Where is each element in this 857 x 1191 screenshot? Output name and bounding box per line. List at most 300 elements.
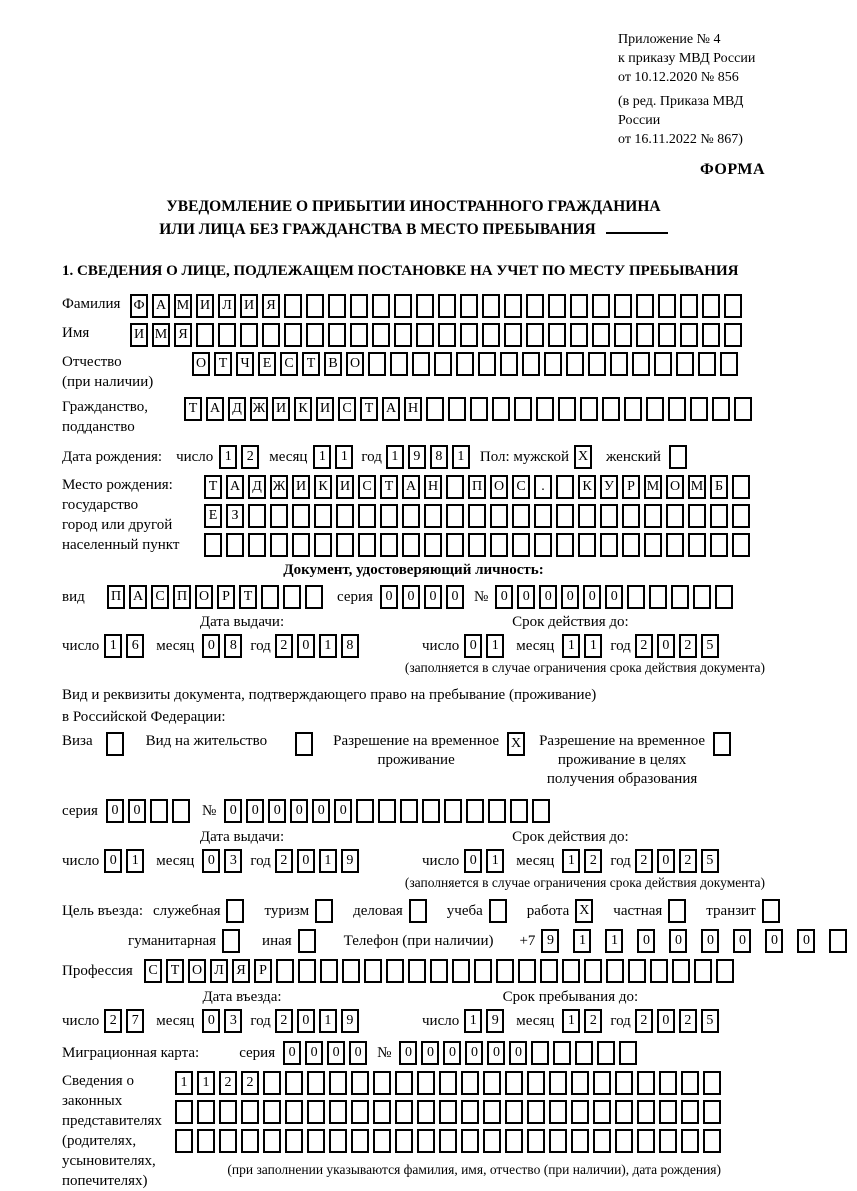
char-box[interactable]: П bbox=[173, 585, 191, 609]
char-box[interactable]: 0 bbox=[421, 1041, 439, 1065]
char-box[interactable]: 5 bbox=[701, 849, 719, 873]
char-box[interactable] bbox=[390, 352, 408, 376]
char-box[interactable] bbox=[615, 1100, 633, 1124]
char-box[interactable] bbox=[504, 294, 522, 318]
char-box[interactable]: П bbox=[107, 585, 125, 609]
char-box[interactable] bbox=[668, 899, 686, 923]
char-box[interactable] bbox=[172, 799, 190, 823]
char-box[interactable] bbox=[512, 533, 530, 557]
char-box[interactable]: 0 bbox=[224, 799, 242, 823]
char-box[interactable]: 0 bbox=[399, 1041, 417, 1065]
char-box[interactable] bbox=[702, 323, 720, 347]
char-box[interactable]: 0 bbox=[297, 1009, 315, 1033]
char-box[interactable] bbox=[240, 323, 258, 347]
char-box[interactable]: 1 bbox=[197, 1071, 215, 1095]
char-box[interactable]: 0 bbox=[128, 799, 146, 823]
char-box[interactable]: И bbox=[130, 323, 148, 347]
char-box[interactable] bbox=[536, 397, 554, 421]
char-box[interactable]: 0 bbox=[539, 585, 557, 609]
char-box[interactable] bbox=[248, 504, 266, 528]
char-box[interactable] bbox=[380, 504, 398, 528]
char-box[interactable] bbox=[615, 1129, 633, 1153]
char-box[interactable] bbox=[466, 799, 484, 823]
char-box[interactable]: 2 bbox=[584, 1009, 602, 1033]
char-box[interactable] bbox=[602, 397, 620, 421]
char-box[interactable]: 2 bbox=[584, 849, 602, 873]
char-box[interactable] bbox=[712, 397, 730, 421]
char-box[interactable]: 0 bbox=[797, 929, 815, 953]
char-box[interactable]: 0 bbox=[765, 929, 783, 953]
char-box[interactable] bbox=[402, 533, 420, 557]
char-box[interactable]: Т bbox=[166, 959, 184, 983]
char-box[interactable]: 0 bbox=[380, 585, 398, 609]
char-box[interactable]: О bbox=[666, 475, 684, 499]
char-box[interactable]: 0 bbox=[106, 799, 124, 823]
char-box[interactable] bbox=[412, 352, 430, 376]
char-box[interactable] bbox=[490, 533, 508, 557]
char-box[interactable] bbox=[600, 533, 618, 557]
char-box[interactable]: 0 bbox=[202, 1009, 220, 1033]
char-box[interactable]: 0 bbox=[464, 634, 482, 658]
char-box[interactable]: П bbox=[468, 475, 486, 499]
char-box[interactable] bbox=[284, 323, 302, 347]
char-box[interactable] bbox=[610, 352, 628, 376]
char-box[interactable]: 0 bbox=[583, 585, 601, 609]
char-box[interactable]: 3 bbox=[224, 849, 242, 873]
char-box[interactable] bbox=[571, 1071, 589, 1095]
char-box[interactable] bbox=[650, 959, 668, 983]
char-box[interactable]: 1 bbox=[319, 1009, 337, 1033]
char-box[interactable] bbox=[681, 1071, 699, 1095]
char-box[interactable] bbox=[378, 799, 396, 823]
char-box[interactable]: 9 bbox=[341, 1009, 359, 1033]
char-box[interactable]: М bbox=[174, 294, 192, 318]
char-box[interactable] bbox=[461, 1100, 479, 1124]
char-box[interactable]: 1 bbox=[486, 634, 504, 658]
char-box[interactable] bbox=[614, 323, 632, 347]
char-box[interactable] bbox=[690, 397, 708, 421]
char-box[interactable] bbox=[688, 504, 706, 528]
char-box[interactable]: 1 bbox=[219, 445, 237, 469]
char-box[interactable] bbox=[724, 323, 742, 347]
char-box[interactable]: 0 bbox=[465, 1041, 483, 1065]
char-box[interactable] bbox=[693, 585, 711, 609]
char-box[interactable] bbox=[372, 323, 390, 347]
char-box[interactable]: 0 bbox=[312, 799, 330, 823]
char-box[interactable] bbox=[263, 1129, 281, 1153]
char-box[interactable] bbox=[556, 475, 574, 499]
char-box[interactable] bbox=[448, 397, 466, 421]
char-box[interactable]: 0 bbox=[464, 849, 482, 873]
char-box[interactable]: 0 bbox=[297, 849, 315, 873]
char-box[interactable] bbox=[444, 799, 462, 823]
char-box[interactable] bbox=[372, 294, 390, 318]
char-box[interactable]: 0 bbox=[334, 799, 352, 823]
char-box[interactable] bbox=[430, 959, 448, 983]
char-box[interactable]: И bbox=[196, 294, 214, 318]
char-box[interactable]: 8 bbox=[341, 634, 359, 658]
char-box[interactable] bbox=[713, 732, 731, 756]
char-box[interactable]: 8 bbox=[224, 634, 242, 658]
char-box[interactable]: А bbox=[206, 397, 224, 421]
char-box[interactable]: О bbox=[490, 475, 508, 499]
char-box[interactable] bbox=[422, 799, 440, 823]
char-box[interactable] bbox=[703, 1071, 721, 1095]
char-box[interactable] bbox=[659, 1100, 677, 1124]
char-box[interactable] bbox=[305, 585, 323, 609]
char-box[interactable] bbox=[373, 1071, 391, 1095]
char-box[interactable]: 0 bbox=[509, 1041, 527, 1065]
char-box[interactable] bbox=[627, 585, 645, 609]
char-box[interactable]: И bbox=[240, 294, 258, 318]
char-box[interactable] bbox=[588, 352, 606, 376]
char-box[interactable]: 0 bbox=[443, 1041, 461, 1065]
char-box[interactable] bbox=[622, 504, 640, 528]
char-box[interactable]: Е bbox=[204, 504, 222, 528]
char-box[interactable] bbox=[402, 504, 420, 528]
char-box[interactable] bbox=[592, 323, 610, 347]
char-box[interactable] bbox=[218, 323, 236, 347]
char-box[interactable]: Т bbox=[302, 352, 320, 376]
char-box[interactable]: 0 bbox=[446, 585, 464, 609]
char-box[interactable] bbox=[482, 294, 500, 318]
char-box[interactable]: 0 bbox=[657, 634, 675, 658]
char-box[interactable]: 2 bbox=[635, 634, 653, 658]
char-box[interactable] bbox=[710, 533, 728, 557]
char-box[interactable]: 2 bbox=[104, 1009, 122, 1033]
char-box[interactable] bbox=[680, 294, 698, 318]
char-box[interactable] bbox=[532, 799, 550, 823]
char-box[interactable] bbox=[549, 1071, 567, 1095]
char-box[interactable] bbox=[483, 1129, 501, 1153]
char-box[interactable] bbox=[500, 352, 518, 376]
char-box[interactable]: 3 bbox=[224, 1009, 242, 1033]
char-box[interactable]: 1 bbox=[605, 929, 623, 953]
char-box[interactable] bbox=[720, 352, 738, 376]
char-box[interactable] bbox=[512, 504, 530, 528]
char-box[interactable]: 0 bbox=[297, 634, 315, 658]
char-box[interactable] bbox=[526, 323, 544, 347]
char-box[interactable]: 2 bbox=[679, 849, 697, 873]
char-box[interactable]: С bbox=[151, 585, 169, 609]
char-box[interactable] bbox=[219, 1100, 237, 1124]
char-box[interactable] bbox=[380, 533, 398, 557]
char-box[interactable]: 0 bbox=[202, 634, 220, 658]
char-box[interactable]: 0 bbox=[424, 585, 442, 609]
char-box[interactable] bbox=[646, 397, 664, 421]
char-box[interactable] bbox=[549, 1129, 567, 1153]
char-box[interactable] bbox=[356, 799, 374, 823]
char-box[interactable] bbox=[716, 959, 734, 983]
char-box[interactable] bbox=[364, 959, 382, 983]
char-box[interactable] bbox=[417, 1071, 435, 1095]
char-box[interactable]: Д bbox=[248, 475, 266, 499]
char-box[interactable]: X bbox=[574, 445, 592, 469]
char-box[interactable] bbox=[197, 1129, 215, 1153]
char-box[interactable] bbox=[637, 1100, 655, 1124]
char-box[interactable] bbox=[386, 959, 404, 983]
char-box[interactable]: 1 bbox=[386, 445, 404, 469]
char-box[interactable] bbox=[671, 585, 689, 609]
char-box[interactable] bbox=[351, 1100, 369, 1124]
char-box[interactable]: 9 bbox=[341, 849, 359, 873]
char-box[interactable]: К bbox=[294, 397, 312, 421]
char-box[interactable] bbox=[527, 1071, 545, 1095]
char-box[interactable] bbox=[659, 1129, 677, 1153]
char-box[interactable] bbox=[702, 294, 720, 318]
char-box[interactable]: Р bbox=[217, 585, 235, 609]
char-box[interactable] bbox=[732, 475, 750, 499]
char-box[interactable]: С bbox=[512, 475, 530, 499]
char-box[interactable] bbox=[680, 323, 698, 347]
char-box[interactable]: М bbox=[152, 323, 170, 347]
char-box[interactable] bbox=[732, 504, 750, 528]
char-box[interactable]: 1 bbox=[319, 849, 337, 873]
char-box[interactable] bbox=[584, 959, 602, 983]
char-box[interactable]: 2 bbox=[241, 445, 259, 469]
char-box[interactable] bbox=[580, 397, 598, 421]
char-box[interactable] bbox=[150, 799, 168, 823]
char-box[interactable] bbox=[597, 1041, 615, 1065]
char-box[interactable] bbox=[518, 959, 536, 983]
char-box[interactable] bbox=[426, 397, 444, 421]
char-box[interactable]: Я bbox=[262, 294, 280, 318]
char-box[interactable]: 0 bbox=[517, 585, 535, 609]
char-box[interactable] bbox=[556, 504, 574, 528]
char-box[interactable] bbox=[175, 1129, 193, 1153]
char-box[interactable] bbox=[263, 1100, 281, 1124]
char-box[interactable] bbox=[307, 1100, 325, 1124]
char-box[interactable] bbox=[395, 1100, 413, 1124]
char-box[interactable] bbox=[571, 1100, 589, 1124]
char-box[interactable]: И bbox=[272, 397, 290, 421]
char-box[interactable]: Ф bbox=[130, 294, 148, 318]
char-box[interactable]: В bbox=[324, 352, 342, 376]
char-box[interactable] bbox=[659, 1071, 677, 1095]
char-box[interactable] bbox=[368, 352, 386, 376]
char-box[interactable] bbox=[606, 959, 624, 983]
char-box[interactable] bbox=[526, 294, 544, 318]
char-box[interactable] bbox=[358, 533, 376, 557]
char-box[interactable]: М bbox=[644, 475, 662, 499]
char-box[interactable] bbox=[342, 959, 360, 983]
char-box[interactable] bbox=[636, 323, 654, 347]
char-box[interactable] bbox=[395, 1071, 413, 1095]
char-box[interactable]: 2 bbox=[679, 634, 697, 658]
char-box[interactable] bbox=[698, 352, 716, 376]
char-box[interactable] bbox=[409, 899, 427, 923]
char-box[interactable] bbox=[829, 929, 847, 953]
char-box[interactable] bbox=[400, 799, 418, 823]
char-box[interactable] bbox=[593, 1129, 611, 1153]
char-box[interactable] bbox=[446, 504, 464, 528]
char-box[interactable]: 0 bbox=[349, 1041, 367, 1065]
char-box[interactable]: 2 bbox=[241, 1071, 259, 1095]
char-box[interactable] bbox=[336, 504, 354, 528]
char-box[interactable] bbox=[307, 1071, 325, 1095]
char-box[interactable]: Б bbox=[710, 475, 728, 499]
char-box[interactable] bbox=[452, 959, 470, 983]
char-box[interactable]: 0 bbox=[327, 1041, 345, 1065]
char-box[interactable]: 1 bbox=[562, 849, 580, 873]
char-box[interactable] bbox=[196, 323, 214, 347]
char-box[interactable] bbox=[438, 323, 456, 347]
char-box[interactable]: 5 bbox=[701, 1009, 719, 1033]
char-box[interactable]: 0 bbox=[605, 585, 623, 609]
char-box[interactable] bbox=[553, 1041, 571, 1065]
char-box[interactable] bbox=[314, 504, 332, 528]
char-box[interactable] bbox=[482, 323, 500, 347]
char-box[interactable] bbox=[710, 504, 728, 528]
char-box[interactable]: 0 bbox=[283, 1041, 301, 1065]
char-box[interactable] bbox=[681, 1129, 699, 1153]
char-box[interactable] bbox=[285, 1071, 303, 1095]
char-box[interactable]: И bbox=[336, 475, 354, 499]
char-box[interactable] bbox=[417, 1100, 435, 1124]
char-box[interactable]: 2 bbox=[275, 849, 293, 873]
char-box[interactable] bbox=[351, 1071, 369, 1095]
char-box[interactable] bbox=[416, 294, 434, 318]
char-box[interactable] bbox=[703, 1129, 721, 1153]
char-box[interactable] bbox=[314, 533, 332, 557]
char-box[interactable]: У bbox=[600, 475, 618, 499]
char-box[interactable]: X bbox=[575, 899, 593, 923]
char-box[interactable] bbox=[416, 323, 434, 347]
char-box[interactable] bbox=[460, 323, 478, 347]
char-box[interactable] bbox=[222, 929, 240, 953]
char-box[interactable]: 0 bbox=[657, 849, 675, 873]
char-box[interactable] bbox=[688, 533, 706, 557]
char-box[interactable]: М bbox=[688, 475, 706, 499]
char-box[interactable]: 0 bbox=[487, 1041, 505, 1065]
char-box[interactable] bbox=[658, 323, 676, 347]
char-box[interactable]: Ж bbox=[270, 475, 288, 499]
char-box[interactable]: 0 bbox=[268, 799, 286, 823]
char-box[interactable] bbox=[285, 1100, 303, 1124]
char-box[interactable] bbox=[496, 959, 514, 983]
char-box[interactable] bbox=[456, 352, 474, 376]
char-box[interactable] bbox=[615, 1071, 633, 1095]
char-box[interactable]: 2 bbox=[275, 634, 293, 658]
char-box[interactable]: О bbox=[346, 352, 364, 376]
char-box[interactable] bbox=[285, 1129, 303, 1153]
char-box[interactable]: 0 bbox=[290, 799, 308, 823]
char-box[interactable] bbox=[270, 533, 288, 557]
char-box[interactable] bbox=[715, 585, 733, 609]
char-box[interactable] bbox=[570, 294, 588, 318]
char-box[interactable] bbox=[350, 323, 368, 347]
char-box[interactable] bbox=[669, 445, 687, 469]
char-box[interactable] bbox=[490, 504, 508, 528]
char-box[interactable] bbox=[571, 1129, 589, 1153]
char-box[interactable] bbox=[505, 1071, 523, 1095]
char-box[interactable] bbox=[522, 352, 540, 376]
char-box[interactable] bbox=[492, 397, 510, 421]
char-box[interactable] bbox=[226, 899, 244, 923]
char-box[interactable]: О bbox=[188, 959, 206, 983]
char-box[interactable]: 0 bbox=[701, 929, 719, 953]
char-box[interactable] bbox=[593, 1071, 611, 1095]
char-box[interactable]: К bbox=[578, 475, 596, 499]
char-box[interactable] bbox=[593, 1100, 611, 1124]
char-box[interactable]: Д bbox=[228, 397, 246, 421]
char-box[interactable]: Н bbox=[424, 475, 442, 499]
char-box[interactable] bbox=[408, 959, 426, 983]
char-box[interactable] bbox=[320, 959, 338, 983]
char-box[interactable]: 9 bbox=[541, 929, 559, 953]
char-box[interactable] bbox=[468, 533, 486, 557]
char-box[interactable] bbox=[175, 1100, 193, 1124]
char-box[interactable] bbox=[424, 504, 442, 528]
char-box[interactable] bbox=[446, 533, 464, 557]
char-box[interactable]: 1 bbox=[335, 445, 353, 469]
char-box[interactable] bbox=[468, 504, 486, 528]
char-box[interactable] bbox=[658, 294, 676, 318]
char-box[interactable] bbox=[624, 397, 642, 421]
char-box[interactable] bbox=[628, 959, 646, 983]
char-box[interactable]: 2 bbox=[635, 1009, 653, 1033]
char-box[interactable] bbox=[417, 1129, 435, 1153]
char-box[interactable] bbox=[600, 504, 618, 528]
char-box[interactable]: 0 bbox=[495, 585, 513, 609]
char-box[interactable]: 0 bbox=[246, 799, 264, 823]
char-box[interactable]: Р bbox=[254, 959, 272, 983]
char-box[interactable] bbox=[534, 533, 552, 557]
char-box[interactable]: 1 bbox=[104, 634, 122, 658]
char-box[interactable] bbox=[298, 959, 316, 983]
char-box[interactable] bbox=[570, 323, 588, 347]
char-box[interactable] bbox=[470, 397, 488, 421]
char-box[interactable] bbox=[637, 1129, 655, 1153]
char-box[interactable] bbox=[510, 799, 528, 823]
char-box[interactable] bbox=[351, 1129, 369, 1153]
char-box[interactable] bbox=[106, 732, 124, 756]
char-box[interactable]: 0 bbox=[202, 849, 220, 873]
char-box[interactable] bbox=[531, 1041, 549, 1065]
char-box[interactable] bbox=[292, 504, 310, 528]
char-box[interactable]: X bbox=[507, 732, 525, 756]
char-box[interactable]: 1 bbox=[562, 1009, 580, 1033]
char-box[interactable]: К bbox=[314, 475, 332, 499]
char-box[interactable]: З bbox=[226, 504, 244, 528]
char-box[interactable]: А bbox=[402, 475, 420, 499]
char-box[interactable] bbox=[504, 323, 522, 347]
char-box[interactable]: Р bbox=[622, 475, 640, 499]
char-box[interactable] bbox=[226, 533, 244, 557]
char-box[interactable]: 0 bbox=[104, 849, 122, 873]
char-box[interactable]: А bbox=[382, 397, 400, 421]
char-box[interactable] bbox=[298, 929, 316, 953]
char-box[interactable] bbox=[488, 799, 506, 823]
blank-underline[interactable] bbox=[606, 219, 668, 234]
char-box[interactable] bbox=[666, 504, 684, 528]
char-box[interactable]: Н bbox=[404, 397, 422, 421]
char-box[interactable] bbox=[549, 1100, 567, 1124]
char-box[interactable] bbox=[373, 1129, 391, 1153]
char-box[interactable]: Ж bbox=[250, 397, 268, 421]
char-box[interactable] bbox=[438, 294, 456, 318]
char-box[interactable] bbox=[241, 1129, 259, 1153]
char-box[interactable]: 0 bbox=[637, 929, 655, 953]
char-box[interactable] bbox=[276, 959, 294, 983]
char-box[interactable]: 1 bbox=[573, 929, 591, 953]
char-box[interactable]: 0 bbox=[733, 929, 751, 953]
char-box[interactable]: 0 bbox=[561, 585, 579, 609]
char-box[interactable] bbox=[261, 585, 279, 609]
char-box[interactable] bbox=[622, 533, 640, 557]
char-box[interactable] bbox=[666, 533, 684, 557]
char-box[interactable] bbox=[336, 533, 354, 557]
